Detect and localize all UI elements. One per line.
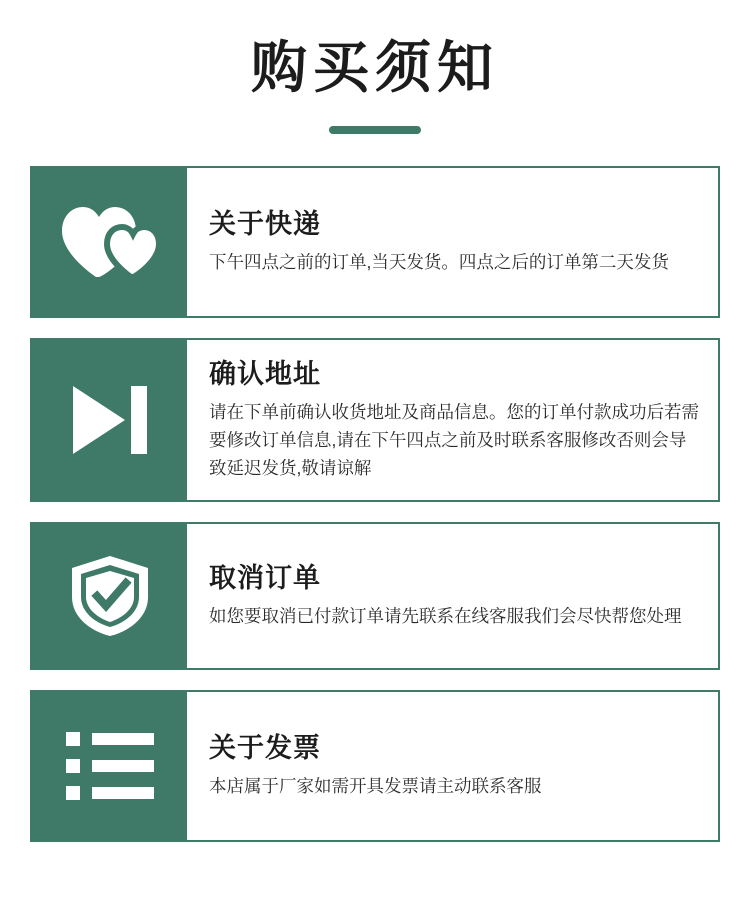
page-title: 购买须知	[251, 36, 499, 99]
notice-card-address	[30, 338, 720, 502]
card-icon-container	[32, 692, 187, 840]
card-icon-container	[32, 340, 187, 500]
card-text: 请在下单前确认收货地址及商品信息。您的订单付款成功后若需要修改订单信息,请在下午四点之前及时联系客服修改否则会导致延迟发货,敬请谅解	[209, 401, 699, 479]
card-text: 下午四点之前的订单,当天发货。四点之后的订单第二天发货	[209, 252, 669, 273]
card-body	[187, 340, 718, 500]
card-body	[187, 692, 718, 840]
card-title: 关于快递	[209, 209, 321, 240]
title-underline-rule	[329, 126, 421, 134]
card-body	[187, 168, 718, 316]
card-title: 取消订单	[209, 563, 321, 594]
notice-card-list	[30, 166, 720, 842]
card-body	[187, 524, 718, 668]
card-icon-container	[32, 168, 187, 316]
notice-card-invoice	[30, 690, 720, 842]
card-text: 本店属于厂家如需开具发票请主动联系客服	[209, 776, 542, 797]
card-title: 确认地址	[209, 359, 321, 389]
notice-card-cancel-order	[30, 522, 720, 670]
skip-forward-icon	[67, 382, 153, 458]
card-icon-container	[32, 524, 187, 668]
card-text: 如您要取消已付款订单请先联系在线客服我们会尽快帮您处理	[209, 606, 682, 627]
shield-check-icon	[68, 553, 152, 639]
card-title: 关于发票	[209, 733, 321, 764]
list-icon	[64, 730, 156, 802]
notice-card-shipping	[30, 166, 720, 318]
double-heart-icon	[58, 203, 162, 281]
page-header	[0, 0, 750, 134]
